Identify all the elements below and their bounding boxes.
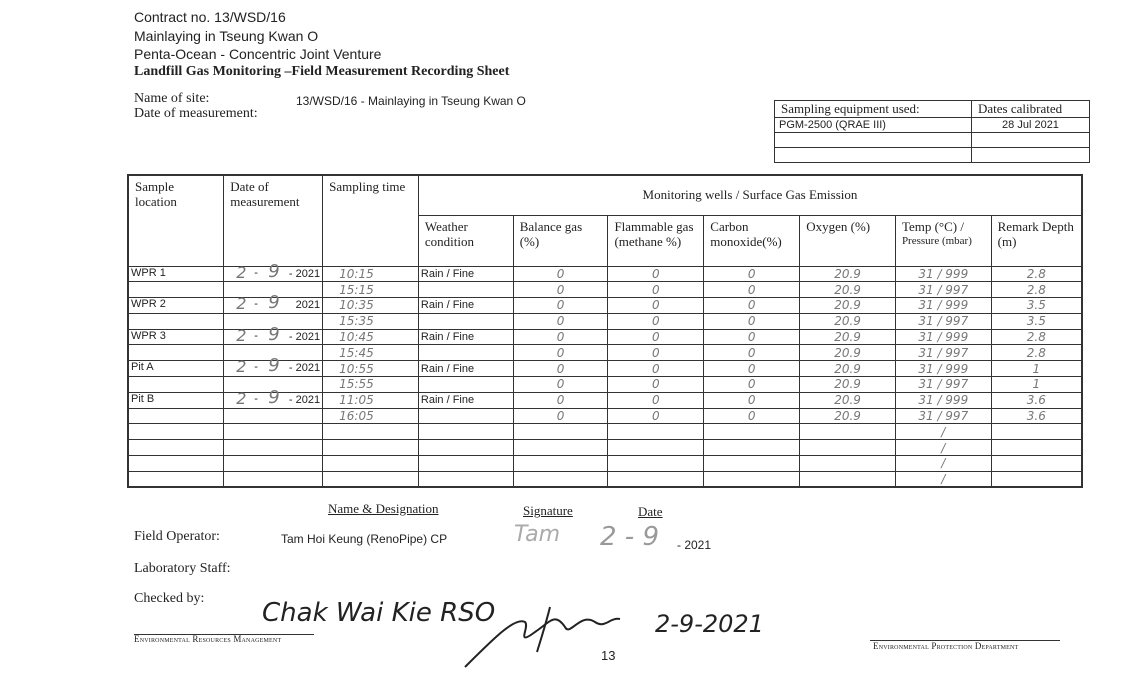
cell-co (704, 456, 800, 472)
measurement-table (127, 174, 1083, 488)
footer-right-text: Environmental Protection Department (873, 641, 1019, 651)
cell-fl: 0 (608, 266, 704, 282)
date-dash: - (254, 329, 258, 342)
cell-date (224, 355, 323, 377)
cell-co: 0 (704, 392, 800, 408)
cell-co: 0 (704, 298, 800, 314)
cell-time (323, 456, 419, 472)
cell-fl: 0 (608, 408, 704, 424)
cell-time (323, 424, 419, 440)
date-dash: - (254, 361, 258, 374)
site-name-label: Name of site: (134, 91, 210, 106)
cell-co: 0 (704, 361, 800, 377)
header-date: Date of measurement (224, 175, 323, 266)
contractor-name: Penta-Ocean - Concentric Joint Venture (134, 46, 382, 62)
cell-bal (513, 424, 608, 440)
table-row (128, 456, 1082, 472)
date-month-handwritten: 9 (268, 292, 280, 314)
cell-date (224, 386, 323, 408)
table-row (128, 298, 1082, 314)
signature-header: Signature (523, 503, 573, 518)
field-operator-date-handwritten: 2 - 9 (600, 522, 659, 552)
cell-fl (608, 424, 704, 440)
cell-temp-pressure: / (895, 440, 991, 456)
cell-location (128, 377, 224, 393)
header-flammable-gas: Flammable gas (methane %) (608, 215, 704, 266)
cell-weather (418, 345, 513, 361)
laboratory-staff-label: Laboratory Staff: (134, 561, 231, 576)
cell-date (224, 292, 323, 314)
cell-co: 0 (704, 282, 800, 298)
cell-temp-pressure: / (895, 471, 991, 487)
cell-co: 0 (704, 313, 800, 329)
cell-temp-pressure: 31 / 999 (895, 361, 991, 377)
table-row (128, 392, 1082, 408)
cell-weather (418, 471, 513, 487)
cell-bal (513, 456, 608, 472)
cell-co: 0 (704, 329, 800, 345)
cell-remark-depth: 3.6 (991, 408, 1082, 424)
cell-co (704, 440, 800, 456)
cell-remark-depth: 3.6 (991, 392, 1082, 408)
cell-fl: 0 (608, 377, 704, 393)
cell-weather (418, 377, 513, 393)
date-header: Date (638, 504, 663, 519)
cell-temp-pressure: / (895, 456, 991, 472)
date-dash: - (254, 266, 258, 279)
cell-co: 0 (704, 408, 800, 424)
cell-location (128, 345, 224, 361)
date-month-handwritten: 9 (268, 355, 280, 377)
cell-weather: Rain / Fine (418, 266, 513, 282)
cell-time: 15:35 (323, 313, 419, 329)
cell-temp-pressure: / (895, 424, 991, 440)
cell-remark-depth: 1 (991, 361, 1082, 377)
cell-co (704, 424, 800, 440)
cell-weather: Rain / Fine (418, 329, 513, 345)
cell-oxygen (800, 424, 896, 440)
cell-time (323, 471, 419, 487)
date-year: - 2021 (288, 267, 321, 280)
cell-remark-depth (991, 440, 1082, 456)
cell-time: 10:45 (323, 329, 419, 345)
cell-remark-depth: 2.8 (991, 329, 1082, 345)
table-row (128, 266, 1082, 282)
cell-bal: 0 (513, 392, 608, 408)
cell-co: 0 (704, 377, 800, 393)
cell-fl (608, 456, 704, 472)
cell-location (128, 313, 224, 329)
cell-remark-depth (991, 424, 1082, 440)
cell-location (128, 440, 224, 456)
cell-bal: 0 (513, 345, 608, 361)
cell-fl: 0 (608, 282, 704, 298)
cell-remark-depth: 2.8 (991, 266, 1082, 282)
cell-oxygen: 20.9 (800, 408, 896, 424)
cell-weather: Rain / Fine (418, 392, 513, 408)
cell-oxygen: 20.9 (800, 298, 896, 314)
cell-date (224, 260, 323, 282)
cell-co: 0 (704, 345, 800, 361)
site-name-value: 13/WSD/16 - Mainlaying in Tseung Kwan O (296, 94, 526, 108)
cell-bal: 0 (513, 361, 608, 377)
cell-weather: Rain / Fine (418, 298, 513, 314)
cell-temp-pressure: 31 / 997 (895, 313, 991, 329)
table-row (128, 329, 1082, 345)
cell-location: WPR 2 (128, 298, 224, 314)
cell-remark-depth: 1 (991, 377, 1082, 393)
cell-weather (418, 424, 513, 440)
cell-oxygen (800, 471, 896, 487)
field-operator-date-suffix: - 2021 (677, 538, 712, 552)
cell-bal: 0 (513, 282, 608, 298)
cell-fl: 0 (608, 392, 704, 408)
cell-time: 15:45 (323, 345, 419, 361)
cell-remark-depth: 2.8 (991, 345, 1082, 361)
field-operator-label: Field Operator: (134, 529, 220, 544)
cell-weather (418, 456, 513, 472)
cell-time: 15:15 (323, 282, 419, 298)
cell-date (224, 424, 323, 440)
checked-by-label: Checked by: (134, 591, 205, 606)
cell-temp-pressure: 31 / 997 (895, 282, 991, 298)
footer-left-text: Environmental Resources Management (134, 634, 282, 644)
cell-oxygen: 20.9 (800, 361, 896, 377)
cell-weather (418, 408, 513, 424)
cell-date (224, 456, 323, 472)
sheet-title: Landfill Gas Monitoring –Field Measurement Recording Sheet (134, 64, 510, 79)
date-month-handwritten: 9 (268, 260, 280, 282)
cell-location (128, 282, 224, 298)
cell-location: WPR 3 (128, 329, 224, 345)
cell-location (128, 424, 224, 440)
date-day-handwritten: 2 (236, 388, 247, 408)
cell-fl (608, 440, 704, 456)
cell-oxygen: 20.9 (800, 377, 896, 393)
cell-fl: 0 (608, 329, 704, 345)
cell-oxygen (800, 456, 896, 472)
date-dash: - (254, 392, 258, 405)
header-remark-depth: Remark Depth (m) (991, 215, 1082, 266)
cell-fl: 0 (608, 298, 704, 314)
cell-fl: 0 (608, 345, 704, 361)
calibrated-cell: 28 Jul 2021 (972, 118, 1090, 133)
date-day-handwritten: 2 (236, 294, 247, 314)
cell-temp-pressure: 31 / 997 (895, 377, 991, 393)
cell-temp-pressure: 31 / 999 (895, 266, 991, 282)
cell-location (128, 471, 224, 487)
date-day-handwritten: 2 (236, 262, 247, 282)
checked-by-name: Chak Wai Kie RSO (262, 598, 496, 628)
header-balance-gas: Balance gas (%) (513, 215, 608, 266)
cell-time: 10:55 (323, 361, 419, 377)
name-designation-header: Name & Designation (328, 501, 439, 516)
cell-time: 10:35 (323, 298, 419, 314)
cell-time: 15:55 (323, 377, 419, 393)
cell-remark-depth: 3.5 (991, 313, 1082, 329)
table-row (128, 408, 1082, 424)
cell-date (224, 471, 323, 487)
equipment-cell (775, 133, 972, 148)
cell-oxygen: 20.9 (800, 266, 896, 282)
cell-temp-pressure: 31 / 999 (895, 329, 991, 345)
header-sample-location: Sample location (128, 175, 224, 266)
calibrated-header: Dates calibrated (972, 101, 1090, 118)
header-weather: Weather condition (418, 215, 513, 266)
cell-remark-depth: 3.5 (991, 298, 1082, 314)
cell-location: Pit A (128, 361, 224, 377)
cell-bal: 0 (513, 408, 608, 424)
cell-temp-pressure: 31 / 997 (895, 408, 991, 424)
header-carbon-monoxide: Carbon monoxide(%) (704, 215, 800, 266)
cell-weather (418, 313, 513, 329)
calibrated-cell (972, 133, 1090, 148)
cell-remark-depth (991, 471, 1082, 487)
header-monitoring-group: Monitoring wells / Surface Gas Emission (418, 175, 1082, 215)
field-operator-signature: Tam (514, 522, 561, 547)
cell-oxygen: 20.9 (800, 392, 896, 408)
cell-oxygen: 20.9 (800, 345, 896, 361)
equipment-table (774, 100, 1090, 163)
cell-bal: 0 (513, 266, 608, 282)
date-day-handwritten: 2 (236, 357, 247, 377)
cell-oxygen: 20.9 (800, 329, 896, 345)
cell-location (128, 408, 224, 424)
cell-fl (608, 471, 704, 487)
table-row (128, 424, 1082, 440)
cell-bal (513, 440, 608, 456)
cell-bal: 0 (513, 313, 608, 329)
cell-date (224, 408, 323, 424)
table-row (128, 440, 1082, 456)
cell-time: 10:15 (323, 266, 419, 282)
date-dash: - (254, 298, 258, 311)
header-sampling-time: Sampling time (323, 175, 419, 266)
header-temp: Temp (°C) / (901, 218, 964, 234)
cell-weather (418, 282, 513, 298)
cell-remark-depth (991, 456, 1082, 472)
cell-remark-depth: 2.8 (991, 282, 1082, 298)
date-of-measurement-label: Date of measurement: (134, 106, 258, 121)
cell-oxygen: 20.9 (800, 282, 896, 298)
cell-fl: 0 (608, 313, 704, 329)
equipment-cell: PGM-2500 (QRAE III) (775, 118, 972, 133)
table-row (128, 471, 1082, 487)
date-month-handwritten: 9 (268, 323, 280, 345)
table-row (128, 361, 1082, 377)
header-pressure: Pressure (mbar) (901, 234, 972, 247)
project-name: Mainlaying in Tseung Kwan O (134, 28, 319, 44)
cell-bal: 0 (513, 329, 608, 345)
field-operator-name: Tam Hoi Keung (RenoPipe) CP (281, 532, 448, 546)
cell-date (224, 323, 323, 345)
contract-number: Contract no. 13/WSD/16 (134, 9, 286, 25)
cell-oxygen (800, 440, 896, 456)
equipment-cell (775, 148, 972, 163)
header-oxygen: Oxygen (%) (800, 215, 896, 266)
cell-temp-pressure: 31 / 999 (895, 298, 991, 314)
cell-temp-pressure: 31 / 997 (895, 345, 991, 361)
cell-time (323, 440, 419, 456)
cell-location: WPR 1 (128, 266, 224, 282)
cell-co: 0 (704, 266, 800, 282)
page-number: 13 (601, 648, 616, 663)
cell-weather (418, 440, 513, 456)
cell-time: 16:05 (323, 408, 419, 424)
date-month-handwritten: 9 (268, 386, 280, 408)
cell-time: 11:05 (323, 392, 419, 408)
cell-oxygen: 20.9 (800, 313, 896, 329)
cell-location: Pit B (128, 392, 224, 408)
date-day-handwritten: 2 (236, 325, 247, 345)
cell-bal: 0 (513, 298, 608, 314)
checked-by-date: 2-9-2021 (655, 610, 764, 638)
date-year: - 2021 (288, 330, 321, 343)
date-year: 2021 (295, 299, 321, 312)
header-temp-pressure (895, 215, 991, 266)
cell-date (224, 440, 323, 456)
calibrated-cell (972, 148, 1090, 163)
cell-temp-pressure: 31 / 999 (895, 392, 991, 408)
cell-bal: 0 (513, 377, 608, 393)
cell-weather: Rain / Fine (418, 361, 513, 377)
equipment-header: Sampling equipment used: (775, 101, 972, 118)
date-year: - 2021 (288, 393, 321, 406)
cell-fl: 0 (608, 361, 704, 377)
date-year: - 2021 (288, 362, 321, 375)
cell-bal (513, 471, 608, 487)
cell-co (704, 471, 800, 487)
cell-location (128, 456, 224, 472)
